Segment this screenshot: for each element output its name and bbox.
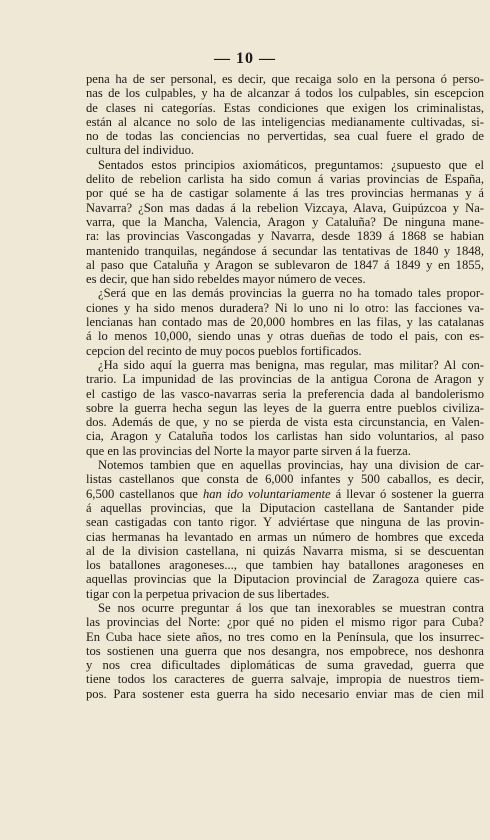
text-line: Notemos tambien que en aquellas provincias, hay una division de car- <box>98 458 484 473</box>
text-line: no de todas las conciencias no pervertidas, sea cual fuere el grado de <box>86 129 484 144</box>
text-line: ciones y ha sido menos duradera? Ni lo uno ni lo otro: las facciones va- <box>86 300 484 315</box>
text-line: las provincias del Norte: ¿por qué no piden el mismo rigor para Cuba? <box>86 615 484 630</box>
paragraph <box>86 286 484 357</box>
text-line: al paso que Cataluña y Aragon se sublevaron de 1847 á 1849 y en 1855, <box>86 257 484 272</box>
text-line: Se nos ocurre preguntar á los que tan inexorables se muestran contra <box>98 600 484 615</box>
text-line: tos sostienen una guerra que nos desangra, nos empobrece, nos deshonra <box>86 643 484 658</box>
text-line: ¿Será que en las demás provincias la guerra no ha tomado tales propor- <box>98 286 484 301</box>
text-line: los batallones aragoneses..., que tambien hay batallones aragoneses en <box>86 558 484 573</box>
text-line: lencianas han contado mas de 20,000 hombres en las filas, y las catalanas <box>86 315 484 330</box>
paragraph <box>86 358 484 458</box>
text-line: Navarra? ¿Son mas dadas á la rebelion Vizcaya, Alava, Guipúzcoa y Na- <box>86 200 484 215</box>
text-line: y nos crea dificultades diplomáticas de suma gravedad, guerra que <box>86 658 484 673</box>
text-line: En Cuba hace siete años, no tres como en la Península, que los insurrec- <box>86 629 484 644</box>
text-line: de clases ni categorías. Estas condiciones que exigen los criminalistas, <box>86 100 484 115</box>
text-line: por qué se ha de castigar solamente á las tres provincias hermanas y á <box>86 186 484 201</box>
text-line: sobre la guerra hecha segun las leyes de la guerra entre pueblos civiliza- <box>86 400 484 415</box>
text-line: el castigo de las vasco-navarras seria la preferencia dada al bandolerismo <box>86 386 484 401</box>
text-line: es decir, que han sido rebeldes mayor número de veces. <box>86 272 366 287</box>
text-line: tiene todos los caracteres de guerra salvaje, impropia de nuestros tiem- <box>86 672 484 687</box>
text-line: al de la division castellana, ni quizás Navarra misma, si se descuentan <box>86 543 484 558</box>
text-line: sean castigadas con tanto rigor. Y adviértase que ninguna de las provin- <box>86 515 484 530</box>
text-line: varra, que la Mancha, Valencia, Aragon y Cataluña? De ninguna mane- <box>86 214 484 229</box>
text-line: mantenido tranquilas, negándose á secundar las tentativas de 1840 y 1848, <box>86 243 484 258</box>
paragraph <box>86 72 484 158</box>
text-line: Sentados estos principios axiomáticos, preguntamos: ¿supuesto que el <box>98 157 484 172</box>
body-text <box>86 72 484 701</box>
page-number: — 10 — <box>214 50 276 67</box>
text-line: dos. Además de que, y no se pierda de vista esta circunstancia, en Valen- <box>86 415 484 430</box>
paragraph <box>86 158 484 287</box>
text-line: listas castellanos que consta de 6,000 infantes y 500 caballos, es decir, <box>86 472 484 487</box>
text-line: trario. La impunidad de las provincias de la antigua Corona de Aragon y <box>86 372 484 387</box>
text-line: cia, Aragon y Cataluña todos los carlistas han sido voluntarios, al paso <box>86 429 484 444</box>
text-line: ra: las provincias Vascongadas y Navarra, desde 1839 á 1868 se habian <box>86 229 484 244</box>
text-line: aquellas provincias que la Diputacion provincial de Zaragoza quiere cas- <box>86 572 484 587</box>
text-line: á aquellas provincias, que la Diputacion castellana de Santander pide <box>86 500 484 515</box>
text-line: pos. Para sostener esta guerra ha sido necesario enviar mas de cien mil <box>86 686 484 701</box>
emphasis: han ido voluntariamente <box>202 486 331 501</box>
text-line: 6,500 castellanos que han ido voluntariamente á llevar ó sostener la guerra <box>86 486 484 501</box>
text-line: cultura del individuo. <box>86 143 195 158</box>
paragraph <box>86 458 484 601</box>
paragraph <box>86 601 484 701</box>
text-line: delito de rebelion carlista ha sido comun á varias provincias de España, <box>86 172 484 187</box>
text-line: ¿Ha sido aquí la guerra mas benigna, mas regular, mas militar? Al con- <box>98 357 484 372</box>
text-line: están al alcance no solo de las inteligencias medianamente cultivadas, si- <box>86 114 484 129</box>
text-line: cias hermanas ha levantado en armas un número de hombres que exceda <box>86 529 484 544</box>
text-line: que en las provincias del Norte la mayor parte sirven á la fuerza. <box>86 443 411 458</box>
text-line: tigar con la perpetua privacion de sus libertades. <box>86 586 330 601</box>
text-line: pena ha de ser personal, es decir, que recaiga solo en la persona ó perso- <box>86 72 484 86</box>
text-line: nas de los culpables, y ha de alcanzar á todos los culpables, sin escepcion <box>86 86 484 101</box>
text-line: á lo menos 10,000, siendo unas y otras dueñas de todo el pais, con es- <box>86 329 484 344</box>
text-line: cepcion del recinto de muy pocos pueblos fortificados. <box>86 343 362 358</box>
